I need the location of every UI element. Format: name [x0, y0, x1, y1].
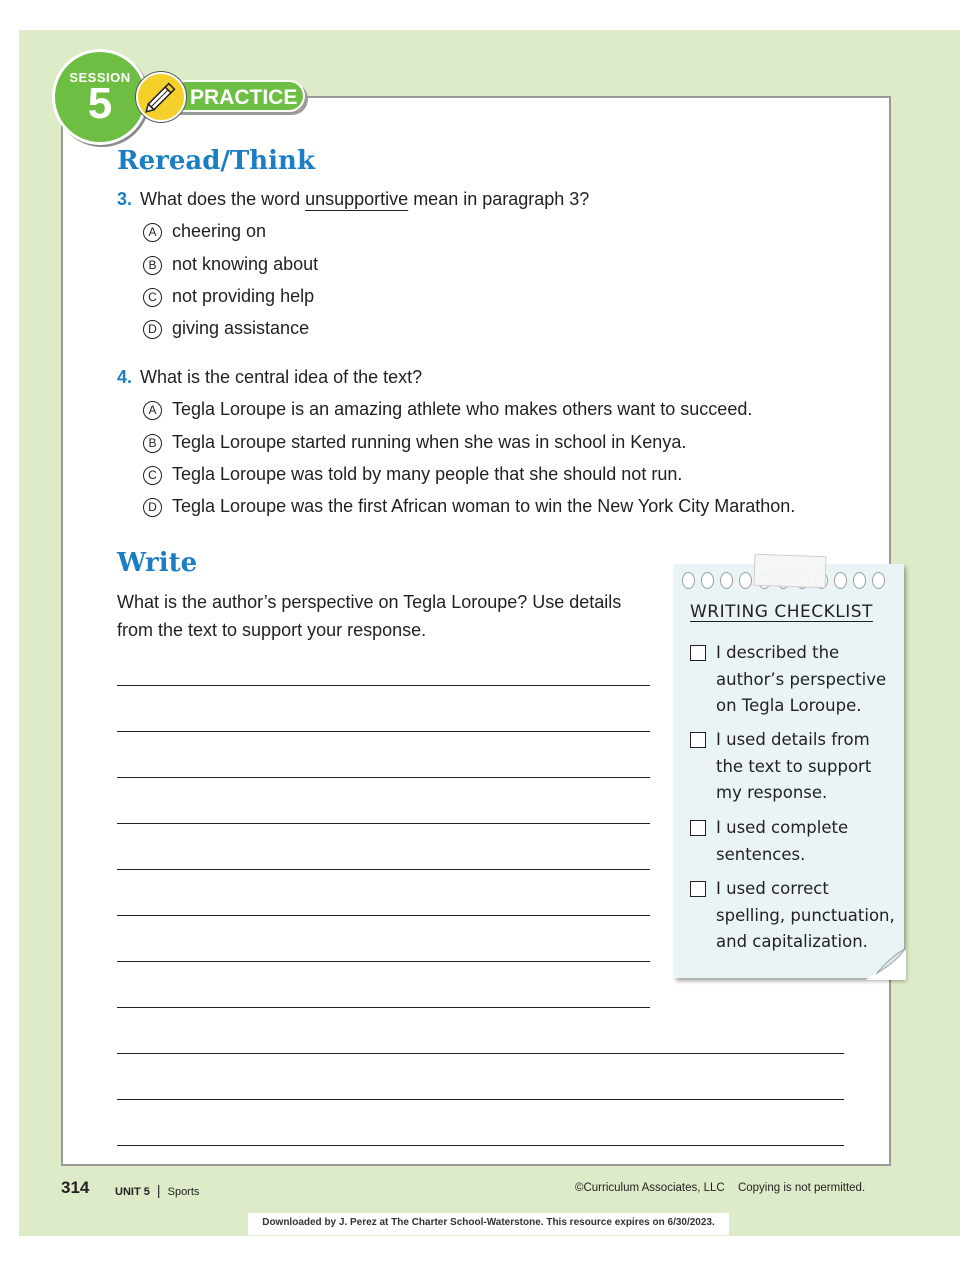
answer-line[interactable] [117, 777, 650, 778]
page-curl [866, 948, 906, 980]
checkbox[interactable] [690, 732, 706, 748]
option-letter: C [143, 288, 162, 307]
unit-separator: | [156, 1182, 161, 1198]
unit-label [115, 1182, 199, 1198]
practice-tab [175, 80, 305, 112]
copy-notice: Copying is not permitted. [737, 1182, 866, 1194]
checklist-item-text: I described the author’s perspective on Tegla Loroupe. [716, 643, 887, 715]
option-letter: A [143, 401, 162, 420]
answer-line[interactable] [117, 1007, 650, 1008]
q3-option-d[interactable] [143, 318, 309, 339]
q3-option-a[interactable] [143, 221, 266, 242]
question-3 [117, 189, 589, 210]
q4-option-a[interactable] [143, 399, 752, 420]
checklist-item-text: I used details from the text to support my response. [716, 730, 872, 802]
underlined-word: unsupportive [305, 189, 409, 209]
option-text: Tegla Loroupe started running when she was in school in Kenya. [172, 432, 687, 452]
answer-line[interactable] [117, 1145, 844, 1146]
q4-option-b[interactable] [143, 432, 686, 453]
option-text: Tegla Loroupe is an amazing athlete who makes others want to succeed. [172, 399, 753, 419]
download-notice: Downloaded by J. Perez at The Charter School-Waterstone. This resource expires on 6/30/2023. [248, 1213, 729, 1235]
session-badge [52, 49, 148, 145]
option-letter: A [143, 223, 162, 242]
option-letter: B [143, 256, 162, 275]
answer-line[interactable] [117, 869, 650, 870]
option-text: cheering on [172, 221, 267, 241]
option-text: Tegla Loroupe was the first African woman to win the New York City Marathon. [172, 496, 796, 516]
answer-line[interactable] [117, 823, 650, 824]
answer-line[interactable] [117, 1099, 844, 1100]
checklist-title: WRITING CHECKLIST [690, 602, 873, 622]
answer-line[interactable] [117, 685, 650, 686]
write-heading: Write [117, 548, 198, 578]
option-letter: B [143, 434, 162, 453]
option-letter: C [143, 466, 162, 485]
answer-line[interactable] [117, 961, 650, 962]
question-3-text-before: What does the word [140, 189, 306, 209]
question-3-number: 3. [117, 189, 133, 209]
option-letter: D [143, 320, 162, 339]
answer-line[interactable] [117, 1053, 844, 1054]
answer-line[interactable] [117, 731, 650, 732]
checklist-item-text: I used correct spelling, punctuation, and capitalization. [716, 879, 895, 951]
copyright: ©Curriculum Associates, LLC [575, 1182, 725, 1194]
option-text: Tegla Loroupe was told by many people that she should not run. [172, 464, 683, 484]
unit-name: UNIT 5 [115, 1186, 150, 1198]
tape [753, 554, 826, 588]
session-label: SESSION [69, 70, 131, 85]
practice-label: PRACTICE [190, 86, 298, 109]
option-text: not providing help [172, 286, 315, 306]
page-number: 314 [61, 1178, 90, 1197]
question-3-text-after: mean in paragraph 3? [408, 189, 590, 209]
reread-think-heading: Reread/Think [117, 146, 315, 176]
writing-checklist [674, 564, 904, 978]
option-letter: D [143, 498, 162, 517]
checkbox[interactable] [690, 820, 706, 836]
q3-option-b[interactable] [143, 254, 318, 275]
question-4 [117, 367, 422, 388]
answer-line[interactable] [117, 915, 650, 916]
q4-option-d[interactable] [143, 496, 795, 517]
q4-option-c[interactable] [143, 464, 682, 485]
pencil-icon [136, 72, 186, 122]
q3-option-c[interactable] [143, 286, 314, 307]
session-number: 5 [87, 79, 113, 128]
checkbox[interactable] [690, 881, 706, 897]
copyright-line [575, 1182, 865, 1194]
option-text: not knowing about [172, 254, 319, 274]
checklist-item-text: I used complete sentences. [716, 818, 849, 864]
checkbox[interactable] [690, 645, 706, 661]
question-4-text: What is the central idea of the text? [140, 367, 423, 387]
unit-topic: Sports [167, 1186, 200, 1198]
write-prompt: What is the author’s perspective on Tegla Loroupe? Use details from the text to support your response. [117, 592, 622, 640]
question-4-number: 4. [117, 367, 133, 387]
option-text: giving assistance [172, 318, 310, 338]
